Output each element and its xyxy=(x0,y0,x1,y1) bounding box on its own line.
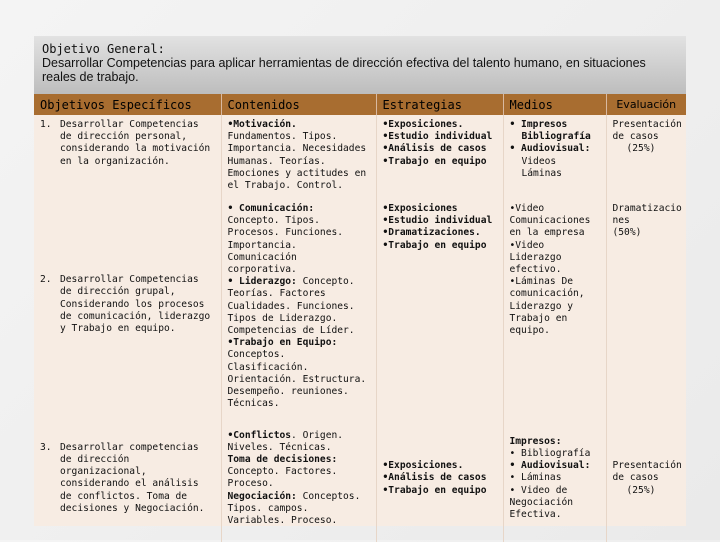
evaluation-line: Dramatizacio xyxy=(612,203,682,214)
media-item xyxy=(510,460,600,472)
evaluation-cell xyxy=(606,199,686,416)
column-header-evaluation: Evaluación xyxy=(616,98,677,111)
media-item xyxy=(510,131,600,143)
strategy-item: •Estudio individual xyxy=(382,215,493,227)
evaluation-line: (25%) xyxy=(626,484,656,496)
objective-text: Desarrollar competencias de dirección organizacional, considerando el análisis de conflictos. Toma de decisiones y Negociación. xyxy=(60,441,205,514)
media-item xyxy=(510,240,600,277)
column-header-media: Medios xyxy=(503,94,606,115)
media-text: • Video de Negociación Efectiva. xyxy=(509,484,574,520)
media-heading: • Audiovisual: xyxy=(509,460,591,472)
strategy-item: •Exposiciones. xyxy=(382,119,464,130)
media-cell xyxy=(503,115,606,199)
media-item xyxy=(510,143,600,155)
objective-cell xyxy=(34,416,221,542)
content-topic: •Trabajo en Equipo: xyxy=(227,337,338,349)
general-objective-text: Desarrollar Competencias para aplicar herramientas de dirección efectiva del talento humano, en situaciones reales de trabajo. xyxy=(42,56,646,84)
evaluation-line: Presentación xyxy=(612,460,682,472)
strategies-cell xyxy=(376,416,503,542)
content-item xyxy=(228,276,370,337)
media-text: • Bibliografía xyxy=(509,447,591,459)
media-heading: Bibliografía xyxy=(521,131,591,143)
contents-cell xyxy=(221,115,376,199)
media-item xyxy=(510,485,600,522)
content-topic: •Motivación. xyxy=(227,119,297,130)
strategy-item: •Trabajo en equipo xyxy=(382,239,487,251)
media-cell xyxy=(503,416,606,542)
media-text: Videos xyxy=(521,155,557,167)
content-topic: Toma de decisiones: xyxy=(227,454,338,466)
content-details: Concepto. Factores. Proceso. xyxy=(227,466,338,490)
content-item xyxy=(228,337,370,410)
media-item xyxy=(510,448,600,460)
evaluation-line: de casos xyxy=(612,472,659,484)
strategies-cell xyxy=(376,199,503,416)
content-item xyxy=(228,454,370,491)
evaluation-cell xyxy=(606,416,686,542)
media-item xyxy=(510,156,600,168)
media-text: •Video Liderazgo efectivo. xyxy=(509,239,562,276)
media-text: Láminas xyxy=(521,167,562,179)
strategy-item: •Análisis de casos xyxy=(382,143,487,155)
media-heading: • Audiovisual: xyxy=(509,143,591,155)
media-heading: • Impresos xyxy=(509,119,568,130)
media-item xyxy=(510,436,600,448)
objective-number: 3. xyxy=(40,441,52,453)
content-details: Fundamentos. Tipos. Importancia. Necesidades Humanas. Teorías. Emociones y actitudes en el Trabajo. Control. xyxy=(227,131,367,192)
objective-number: 2. xyxy=(40,274,52,286)
media-item xyxy=(510,119,600,131)
strategy-item: •Trabajo en equipo xyxy=(382,484,487,496)
evaluation-line: nes xyxy=(612,215,630,227)
content-topic: • Comunicación: xyxy=(227,203,315,214)
strategy-item: •Exposiciones xyxy=(382,203,458,214)
objective-cell xyxy=(34,199,221,416)
media-heading: Impresos: xyxy=(509,435,562,447)
objective-cell xyxy=(34,115,221,199)
media-cell xyxy=(503,199,606,416)
content-topic: •Conflictos xyxy=(227,429,292,441)
general-objective-header xyxy=(34,36,686,94)
strategy-item: •Estudio individual xyxy=(382,131,493,143)
column-header-strategies: Estrategias xyxy=(376,94,503,115)
table-row xyxy=(34,416,686,542)
content-details: Concepto. Tipos. Procesos. Funciones. Importancia. Comunicación corporativa. xyxy=(227,215,344,276)
general-objective-colon: : xyxy=(157,42,165,56)
content-item xyxy=(228,430,370,454)
column-header-contents: Contenidos xyxy=(221,94,376,115)
media-item xyxy=(510,168,600,180)
general-objective-label: Objetivo General xyxy=(42,42,158,56)
objective-number: 1. xyxy=(40,119,52,130)
media-text: •Video Comunicaciones en la empresa xyxy=(509,203,591,239)
strategy-item: •Dramatizaciones. xyxy=(382,227,481,239)
media-item xyxy=(510,276,600,337)
content-details: Concepto. Teorías. Factores Cualidades. Funciones. Tipos de Liderazgo. Competencias de Líder. xyxy=(227,276,355,337)
content-item xyxy=(228,491,370,528)
objectives-table xyxy=(34,94,686,542)
strategy-item: •Exposiciones. xyxy=(382,460,464,472)
media-text: •Láminas De comunicación, Liderazgo y Trabajo en equipo. xyxy=(509,276,585,337)
objective-text: Desarrollar Competencias de dirección personal, considerando la motivación en la organización. xyxy=(60,119,211,167)
media-item xyxy=(510,472,600,484)
content-details: . Origen. Niveles. Técnicas. xyxy=(227,429,344,453)
strategies-cell xyxy=(376,115,503,199)
content-details: Conceptos. Tipos. campos. Variables. Proceso. xyxy=(227,490,361,527)
strategy-item: •Análisis de casos xyxy=(382,472,487,484)
media-text: • Láminas xyxy=(509,472,562,484)
content-item xyxy=(228,119,370,192)
column-header-objectives: Objetivos Específicos xyxy=(34,94,221,115)
objective-text: Desarrollar Competencias de dirección grupal, Considerando los procesos de comunicación, liderazgo y Trabajo en equipo. xyxy=(60,274,211,335)
media-item xyxy=(510,203,600,240)
slide xyxy=(34,36,686,526)
evaluation-line: (25%) xyxy=(626,143,656,155)
content-item xyxy=(228,203,370,276)
content-details: Conceptos. Clasificación. Orientación. Estructura. Desempeño. reuniones. Técnicas. xyxy=(227,349,367,410)
evaluation-line: Presentación xyxy=(612,119,682,130)
table-row xyxy=(34,115,686,199)
table-row xyxy=(34,199,686,416)
content-topic: • Liderazgo: xyxy=(227,276,297,288)
contents-cell xyxy=(221,199,376,416)
content-topic: Negociación: xyxy=(227,490,297,502)
strategy-item: •Trabajo en equipo xyxy=(382,155,487,167)
evaluation-line: (50%) xyxy=(612,227,642,239)
evaluation-cell xyxy=(606,115,686,199)
contents-cell xyxy=(221,416,376,542)
evaluation-line: de casos xyxy=(612,131,659,143)
table-header-row xyxy=(34,94,686,115)
